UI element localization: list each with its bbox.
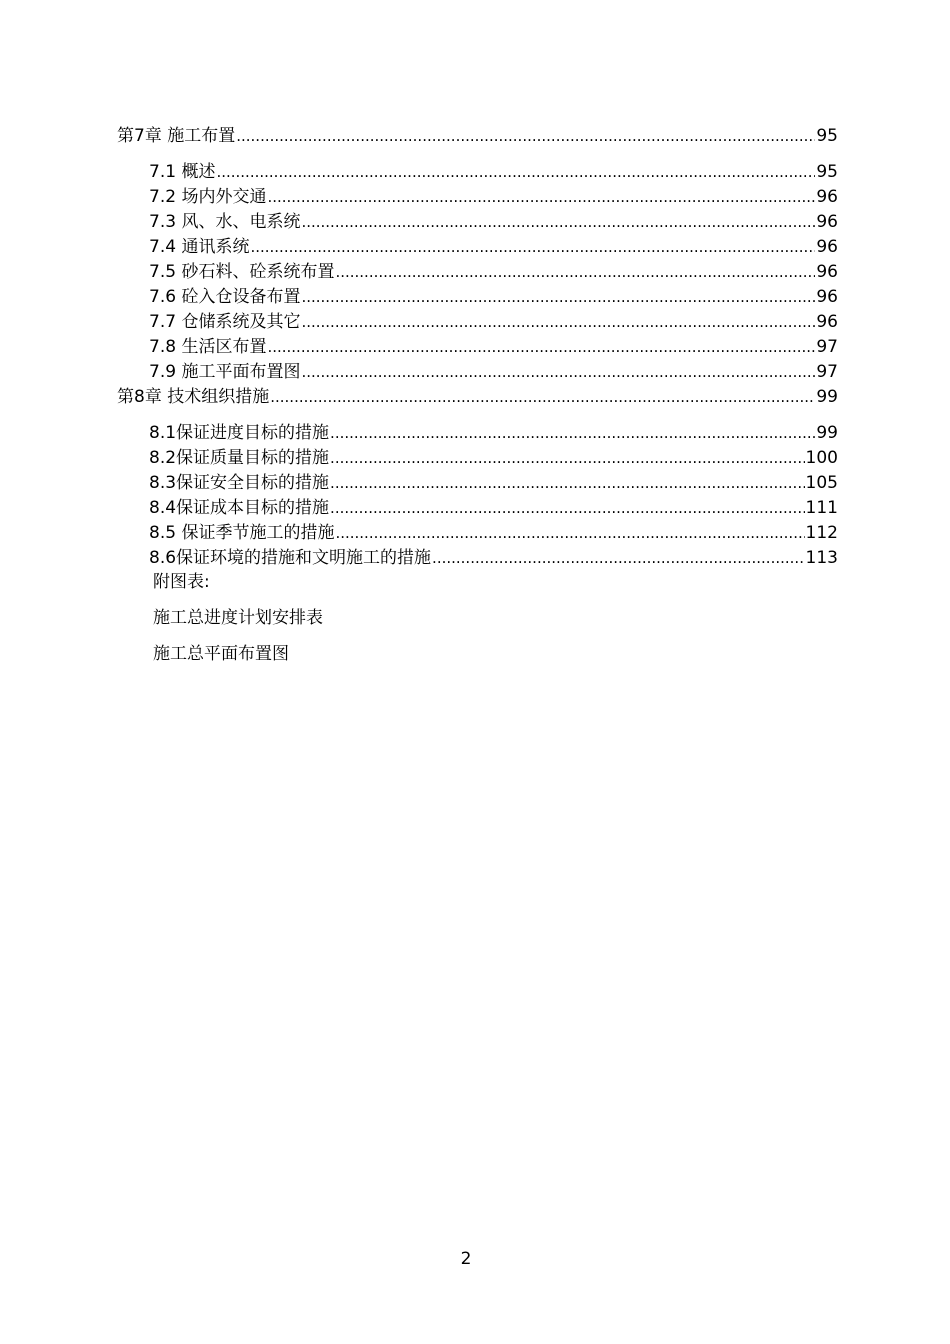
toc-entry-7-5[interactable] [117,260,838,285]
toc-entry-page: 96 [816,287,838,307]
toc-entry-8-4[interactable] [117,496,838,521]
toc-entry-label: 7.8 生活区布置 [149,337,267,357]
toc-entry-label: 7.1 概述 [149,162,216,182]
toc-entry-label: 7.2 场内外交通 [149,187,267,207]
toc-entry-page: 100 [805,448,838,468]
toc-entry-page: 97 [816,362,838,382]
toc-entry-8-5[interactable] [117,521,838,546]
toc-entry-label: 第7章 施工布置 [117,126,236,146]
toc-dot-leader [301,210,815,235]
toc-entry-page: 97 [816,337,838,357]
toc-entry-7-6[interactable] [117,285,838,310]
appendix-section [153,570,323,678]
toc-entry-8-1[interactable] [117,421,838,446]
toc-entry-label: 8.3保证安全目标的措施 [149,473,330,493]
toc-entry-page: 95 [816,162,838,182]
toc-entry-7-9[interactable] [117,360,838,385]
toc-entry-label: 8.2保证质量目标的措施 [149,448,330,468]
toc-dot-leader [330,446,805,471]
toc-entry-8-6[interactable] [117,546,838,571]
page-number: 2 [460,1249,472,1269]
toc-entry-page: 95 [816,126,838,146]
toc-entry-page: 111 [805,498,838,518]
toc-dot-leader [330,421,815,446]
appendix-item-layout-plan[interactable]: 施工总平面布置图 [153,644,289,664]
toc-entry-page: 96 [816,187,838,207]
toc-entry-label: 8.5 保证季节施工的措施 [149,523,335,543]
toc-entry-label: 7.6 砼入仓设备布置 [149,287,301,307]
toc-dot-leader [270,385,815,410]
toc-entry-page: 113 [805,548,838,568]
toc-entry-8-3[interactable] [117,471,838,496]
toc-entry-7-2[interactable] [117,185,838,210]
toc-dot-leader [335,260,815,285]
table-of-contents [117,124,838,571]
toc-entry-page: 105 [805,473,838,493]
toc-entry-label: 7.3 风、水、电系统 [149,212,301,232]
toc-entry-7-1[interactable] [117,160,838,185]
appendix-item-schedule[interactable]: 施工总进度计划安排表 [153,608,323,628]
toc-entry-label: 8.4保证成本目标的措施 [149,498,330,518]
toc-entry-chapter-8[interactable] [117,385,838,410]
toc-entry-chapter-7[interactable] [117,124,838,149]
toc-dot-leader [267,335,815,360]
toc-dot-leader [301,360,815,385]
toc-dot-leader [301,310,815,335]
toc-entry-page: 96 [816,237,838,257]
toc-entry-label: 8.1保证进度目标的措施 [149,423,330,443]
toc-entry-7-8[interactable] [117,335,838,360]
toc-entry-page: 96 [816,312,838,332]
toc-entry-page: 99 [816,423,838,443]
toc-dot-leader [432,546,805,571]
toc-entry-7-7[interactable] [117,310,838,335]
toc-dot-leader [330,471,805,496]
toc-entry-7-3[interactable] [117,210,838,235]
toc-dot-leader [267,185,815,210]
toc-entry-page: 99 [816,387,838,407]
toc-dot-leader [250,235,815,260]
toc-entry-page: 96 [816,262,838,282]
toc-entry-label: 7.4 通讯系统 [149,237,250,257]
toc-dot-leader [236,124,815,149]
toc-dot-leader [216,160,815,185]
toc-entry-label: 7.9 施工平面布置图 [149,362,301,382]
toc-entry-label: 7.7 仓储系统及其它 [149,312,301,332]
appendix-title: 附图表: [153,572,210,592]
toc-entry-label: 7.5 砂石料、砼系统布置 [149,262,335,282]
toc-entry-8-2[interactable] [117,446,838,471]
toc-entry-page: 112 [805,523,838,543]
toc-dot-leader [330,496,805,521]
toc-entry-label: 8.6保证环境的措施和文明施工的措施 [149,548,432,568]
toc-entry-7-4[interactable] [117,235,838,260]
toc-dot-leader [335,521,804,546]
toc-entry-label: 第8章 技术组织措施 [117,387,270,407]
toc-dot-leader [301,285,815,310]
toc-entry-page: 96 [816,212,838,232]
